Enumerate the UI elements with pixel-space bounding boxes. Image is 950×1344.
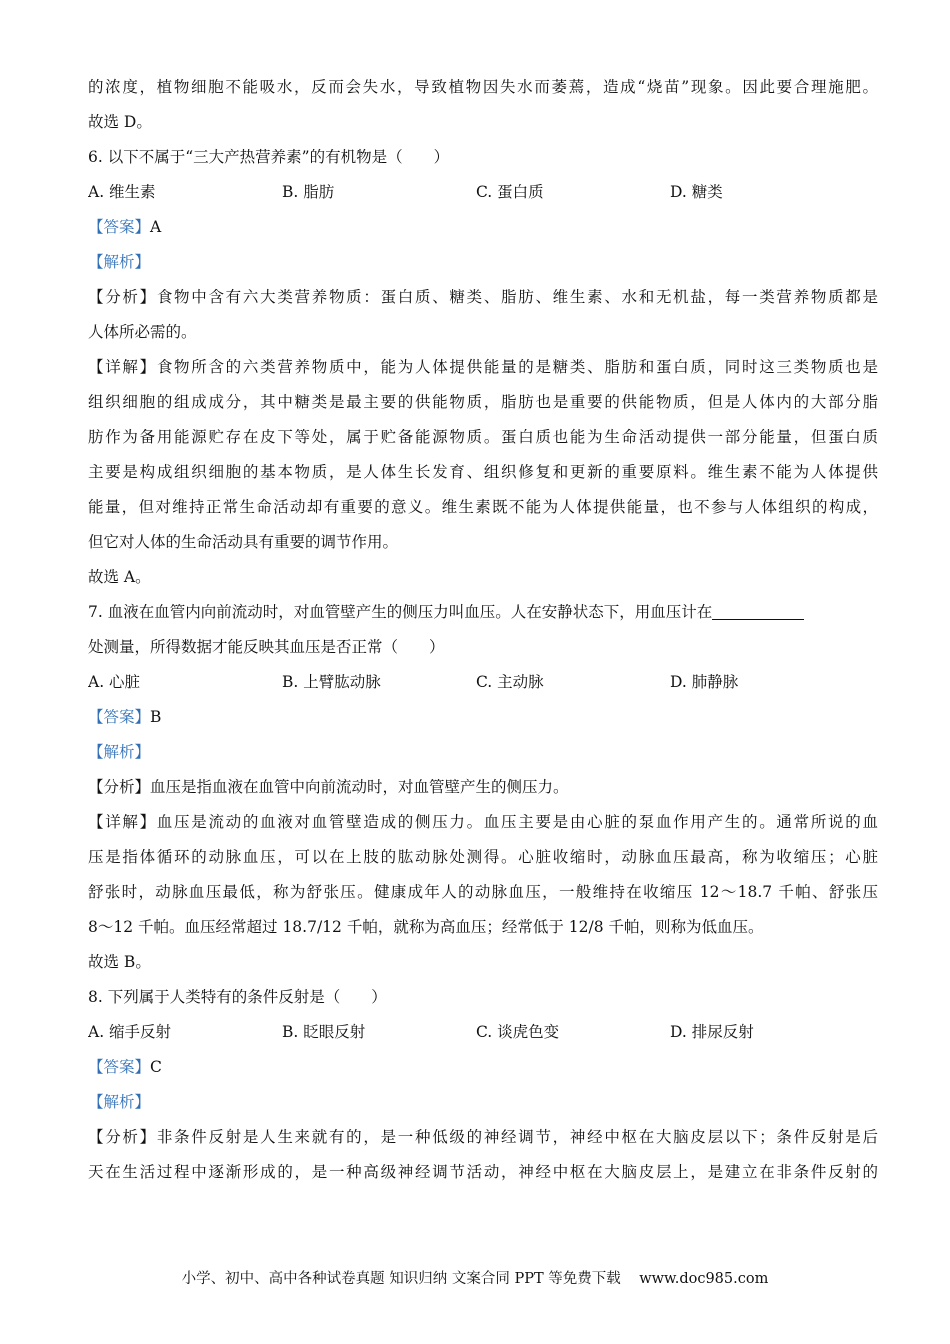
analysis-text: 非条件反射是人生来就有的，是一种低级的神经调节，神经中枢在大脑皮层以下；条件反射是后 <box>156 1128 878 1146</box>
detail-tag: 【详解】 <box>88 358 157 376</box>
text-line: 故选 A。 <box>88 568 151 586</box>
detail-line <box>88 805 878 840</box>
jiexi-tag: 【解析】 <box>88 253 151 271</box>
text-line: 能量，但对维持正常生命活动却有重要的意义。维生素既不能为人体提供能量，也不参与人体组织的构成， <box>88 498 878 516</box>
fill-blank <box>712 601 804 620</box>
option-b: B. 脂肪 <box>282 183 335 201</box>
text-line: 压是指体循环的动脉血压，可以在上肢的肱动脉处测得。心脏收缩时，动脉血压最高，称为收缩压；心脏 <box>88 848 878 866</box>
text-line: 舒张时，动脉血压最低，称为舒张压。健康成年人的动脉血压，一般维持在收缩压 12～18.7 千帕、舒张压 <box>88 883 878 901</box>
option-c: C. 蛋白质 <box>476 183 544 201</box>
text-line: 的浓度，植物细胞不能吸水，反而会失水，导致植物因失水而萎蔫，造成“烧苗”现象。因此要合理施肥。 <box>88 78 878 96</box>
question-8: 8. 下列属于人类特有的条件反射是（ ） <box>88 988 387 1006</box>
question-8-options <box>88 1015 878 1050</box>
analysis-text: 血压是指血液在血管中向前流动时，对血管壁产生的侧压力。 <box>150 778 569 796</box>
answer-tag: 【答案】 <box>88 218 151 236</box>
text-line: 肪作为备用能源贮存在皮下等处，属于贮备能源物质。蛋白质也能为生命活动提供一部分能量，但蛋白质 <box>88 428 878 446</box>
option-a: A. 心脏 <box>88 673 141 691</box>
answer-value: A <box>150 218 162 236</box>
page-content <box>88 70 878 1190</box>
analysis-line <box>88 770 878 805</box>
option-a: A. 缩手反射 <box>88 1023 172 1041</box>
option-b: B. 上臂肱动脉 <box>282 673 381 691</box>
text-line: 人体所必需的。 <box>88 323 197 341</box>
analysis-tag: 【分析】 <box>88 778 151 796</box>
analysis-line <box>88 1120 878 1155</box>
detail-tag: 【详解】 <box>88 813 157 831</box>
answer-tag: 【答案】 <box>88 1058 151 1076</box>
analysis-line <box>88 280 878 315</box>
answer-value: C <box>150 1058 162 1076</box>
question-7-options <box>88 665 878 700</box>
option-d: D. 排尿反射 <box>670 1023 754 1041</box>
analysis-text: 食物中含有六大类营养物质：蛋白质、糖类、脂肪、维生素、水和无机盐，每一类营养物质都是 <box>156 288 878 306</box>
answer-line <box>88 210 878 245</box>
analysis-tag: 【分析】 <box>88 288 157 306</box>
option-c: C. 主动脉 <box>476 673 544 691</box>
footer-text: 小学、初中、高中各种试卷真题 知识归纳 文案合同 PPT 等免费下载 <box>181 1271 621 1287</box>
answer-value: B <box>150 708 162 726</box>
text-line: 但它对人体的生命活动具有重要的调节作用。 <box>88 533 399 551</box>
option-a: A. 维生素 <box>88 183 156 201</box>
option-b: B. 眨眼反射 <box>282 1023 366 1041</box>
question-6: 6. 以下不属于“三大产热营养素”的有机物是（ ） <box>88 148 450 166</box>
footer-site-link[interactable]: www.doc985.com <box>639 1271 769 1287</box>
text-line: 处测量，所得数据才能反映其血压是否正常（ ） <box>88 638 445 656</box>
question-7 <box>88 595 878 630</box>
answer-tag: 【答案】 <box>88 708 151 726</box>
detail-line <box>88 350 878 385</box>
option-c: C. 谈虎色变 <box>476 1023 560 1041</box>
option-d: D. 糖类 <box>670 183 723 201</box>
detail-text: 血压是流动的血液对血管壁造成的侧压力。血压主要是由心脏的泵血作用产生的。通常所说的血 <box>156 813 878 831</box>
option-d: D. 肺静脉 <box>670 673 739 691</box>
text-line: 天在生活过程中逐渐形成的，是一种高级神经调节活动，神经中枢在大脑皮层上，是建立在非条件反射的 <box>88 1163 878 1181</box>
text-line: 故选 D。 <box>88 113 152 131</box>
text-line: 组织细胞的组成成分，其中糖类是最主要的供能物质，脂肪也是重要的供能物质，但是人体内的大部分脂 <box>88 393 878 411</box>
answer-line <box>88 1050 878 1085</box>
answer-line <box>88 700 878 735</box>
jiexi-tag: 【解析】 <box>88 1093 151 1111</box>
question-6-options <box>88 175 878 210</box>
question-7-text: 7. 血液在血管内向前流动时，对血管壁产生的侧压力叫血压。人在安静状态下，用血压计在 <box>88 603 713 621</box>
text-line: 故选 B。 <box>88 953 151 971</box>
text-line: 主要是构成组织细胞的基本物质，是人体生长发育、组织修复和更新的重要原料。维生素不能为人体提供 <box>88 463 878 481</box>
text-line: 8～12 千帕。血压经常超过 18.7/12 千帕，就称为高血压；经常低于 12/8 千帕，则称为低血压。 <box>88 918 764 936</box>
detail-text: 食物所含的六类营养物质中，能为人体提供能量的是糖类、脂肪和蛋白质，同时这三类物质也是 <box>156 358 878 376</box>
jiexi-tag: 【解析】 <box>88 743 151 761</box>
page-footer <box>0 1267 950 1288</box>
analysis-tag: 【分析】 <box>88 1128 157 1146</box>
